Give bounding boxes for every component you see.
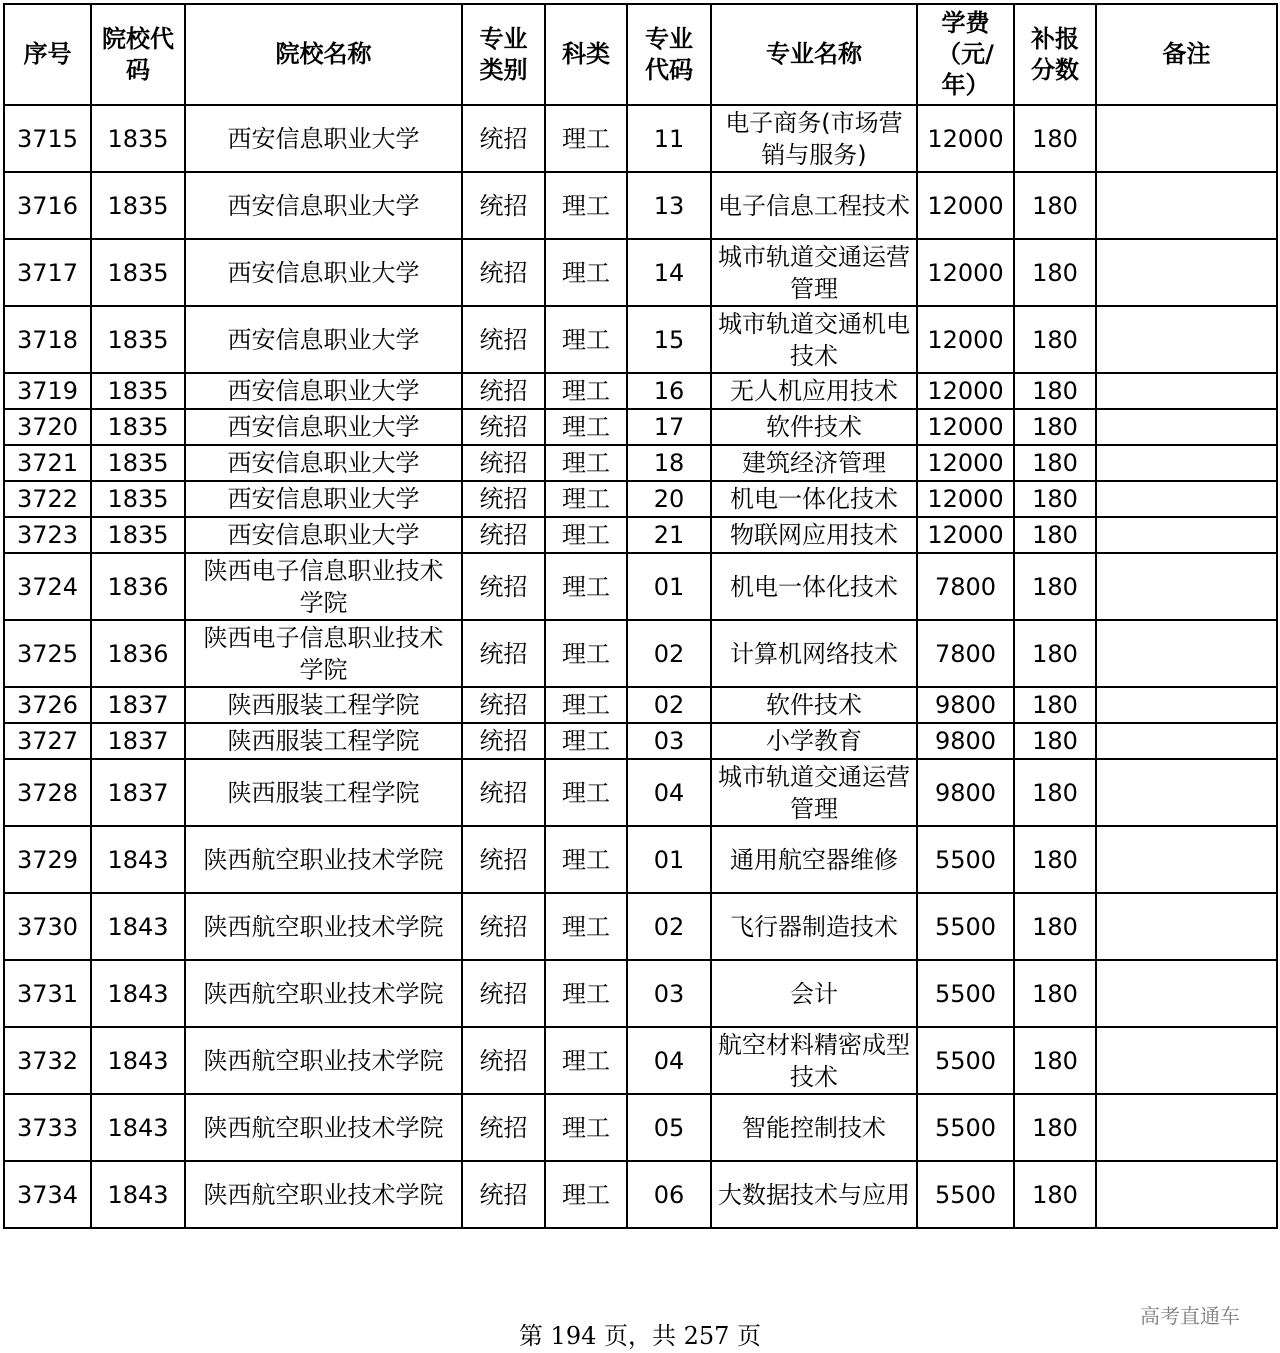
- cell-category: 理工: [545, 826, 627, 893]
- cell-major-type: 统招: [462, 553, 545, 620]
- cell-score: 180: [1014, 1161, 1096, 1228]
- cell-major-name: 软件技术: [711, 687, 917, 723]
- cell-category: 理工: [545, 893, 627, 960]
- header-major-name: 专业名称: [711, 4, 917, 105]
- cell-major-code: 18: [627, 445, 711, 481]
- cell-note: [1096, 105, 1277, 172]
- cell-major-type: 统招: [462, 239, 545, 306]
- cell-major-name: 建筑经济管理: [711, 445, 917, 481]
- cell-major-code: 20: [627, 481, 711, 517]
- cell-tuition: 9800: [917, 723, 1014, 759]
- table-row: [4, 1027, 1277, 1094]
- cell-school-name: 陕西航空职业技术学院: [185, 960, 462, 1027]
- cell-note: [1096, 826, 1277, 893]
- table-row: [4, 373, 1277, 409]
- cell-score: 180: [1014, 759, 1096, 826]
- cell-category: 理工: [545, 445, 627, 481]
- cell-tuition: 12000: [917, 373, 1014, 409]
- cell-major-type: 统招: [462, 620, 545, 687]
- cell-school-name: 西安信息职业大学: [185, 105, 462, 172]
- cell-school-name: 陕西航空职业技术学院: [185, 893, 462, 960]
- cell-score: 180: [1014, 1027, 1096, 1094]
- cell-score: 180: [1014, 517, 1096, 553]
- cell-school-code: 1843: [91, 826, 185, 893]
- cell-note: [1096, 723, 1277, 759]
- cell-major-type: 统招: [462, 893, 545, 960]
- cell-tuition: 12000: [917, 445, 1014, 481]
- table-row: [4, 481, 1277, 517]
- cell-seq: 3723: [4, 517, 91, 553]
- cell-score: 180: [1014, 620, 1096, 687]
- cell-seq: 3727: [4, 723, 91, 759]
- cell-major-name: 无人机应用技术: [711, 373, 917, 409]
- cell-school-name: 陕西航空职业技术学院: [185, 826, 462, 893]
- cell-school-name: 陕西航空职业技术学院: [185, 1161, 462, 1228]
- cell-note: [1096, 893, 1277, 960]
- cell-score: 180: [1014, 826, 1096, 893]
- cell-major-name: 物联网应用技术: [711, 517, 917, 553]
- cell-major-type: 统招: [462, 1094, 545, 1161]
- cell-major-code: 02: [627, 620, 711, 687]
- table-row: [4, 445, 1277, 481]
- cell-note: [1096, 1027, 1277, 1094]
- cell-category: 理工: [545, 239, 627, 306]
- cell-major-type: 统招: [462, 759, 545, 826]
- header-seq: 序号: [4, 4, 91, 105]
- cell-seq: 3719: [4, 373, 91, 409]
- table-row: [4, 960, 1277, 1027]
- cell-school-name: 陕西电子信息职业技术学院: [185, 620, 462, 687]
- cell-school-code: 1837: [91, 687, 185, 723]
- cell-major-code: 17: [627, 409, 711, 445]
- cell-major-name: 城市轨道交通机电技术: [711, 306, 917, 373]
- cell-tuition: 9800: [917, 759, 1014, 826]
- cell-school-code: 1835: [91, 373, 185, 409]
- cell-note: [1096, 517, 1277, 553]
- cell-major-type: 统招: [462, 409, 545, 445]
- table-row: [4, 1094, 1277, 1161]
- header-school-name: 院校名称: [185, 4, 462, 105]
- cell-major-name: 通用航空器维修: [711, 826, 917, 893]
- cell-major-name: 计算机网络技术: [711, 620, 917, 687]
- cell-note: [1096, 445, 1277, 481]
- cell-major-code: 06: [627, 1161, 711, 1228]
- cell-note: [1096, 1094, 1277, 1161]
- table-row: [4, 409, 1277, 445]
- cell-note: [1096, 960, 1277, 1027]
- cell-score: 180: [1014, 960, 1096, 1027]
- cell-note: [1096, 481, 1277, 517]
- cell-category: 理工: [545, 306, 627, 373]
- cell-note: [1096, 759, 1277, 826]
- header-major-code: 专业代码: [627, 4, 711, 105]
- cell-category: 理工: [545, 373, 627, 409]
- cell-school-code: 1836: [91, 620, 185, 687]
- cell-major-name: 软件技术: [711, 409, 917, 445]
- page-footer: 第 194 页，共 257 页: [518, 1322, 762, 1350]
- cell-note: [1096, 306, 1277, 373]
- table-row: [4, 893, 1277, 960]
- cell-school-name: 西安信息职业大学: [185, 445, 462, 481]
- cell-major-type: 统招: [462, 105, 545, 172]
- table-row: [4, 620, 1277, 687]
- cell-major-type: 统招: [462, 1161, 545, 1228]
- cell-tuition: 5500: [917, 826, 1014, 893]
- cell-major-code: 04: [627, 759, 711, 826]
- table-row: [4, 759, 1277, 826]
- cell-score: 180: [1014, 239, 1096, 306]
- cell-seq: 3726: [4, 687, 91, 723]
- cell-major-type: 统招: [462, 373, 545, 409]
- cell-school-name: 西安信息职业大学: [185, 306, 462, 373]
- cell-school-code: 1835: [91, 172, 185, 239]
- cell-category: 理工: [545, 620, 627, 687]
- cell-major-type: 统招: [462, 481, 545, 517]
- cell-major-code: 05: [627, 1094, 711, 1161]
- cell-tuition: 12000: [917, 172, 1014, 239]
- cell-seq: 3728: [4, 759, 91, 826]
- cell-tuition: 12000: [917, 105, 1014, 172]
- cell-major-code: 21: [627, 517, 711, 553]
- cell-major-name: 会计: [711, 960, 917, 1027]
- watermark: 高考直通车: [1140, 1304, 1240, 1328]
- cell-tuition: 12000: [917, 481, 1014, 517]
- cell-school-code: 1835: [91, 239, 185, 306]
- cell-major-type: 统招: [462, 306, 545, 373]
- cell-note: [1096, 1161, 1277, 1228]
- cell-note: [1096, 172, 1277, 239]
- cell-tuition: 5500: [917, 1027, 1014, 1094]
- cell-category: 理工: [545, 409, 627, 445]
- cell-major-name: 城市轨道交通运营管理: [711, 239, 917, 306]
- cell-major-name: 机电一体化技术: [711, 553, 917, 620]
- table-row: [4, 306, 1277, 373]
- cell-tuition: 5500: [917, 1094, 1014, 1161]
- table-row: [4, 826, 1277, 893]
- table-row: [4, 517, 1277, 553]
- cell-tuition: 9800: [917, 687, 1014, 723]
- cell-major-name: 大数据技术与应用: [711, 1161, 917, 1228]
- table-row: [4, 239, 1277, 306]
- cell-seq: 3733: [4, 1094, 91, 1161]
- cell-score: 180: [1014, 1094, 1096, 1161]
- cell-school-name: 陕西服装工程学院: [185, 759, 462, 826]
- table-row: [4, 553, 1277, 620]
- cell-major-type: 统招: [462, 723, 545, 759]
- header-score: 补报分数: [1014, 4, 1096, 105]
- cell-tuition: 5500: [917, 960, 1014, 1027]
- cell-major-type: 统招: [462, 445, 545, 481]
- cell-school-code: 1837: [91, 759, 185, 826]
- table-row: [4, 687, 1277, 723]
- cell-school-code: 1835: [91, 445, 185, 481]
- cell-major-code: 02: [627, 893, 711, 960]
- cell-tuition: 5500: [917, 1161, 1014, 1228]
- cell-note: [1096, 239, 1277, 306]
- cell-major-code: 11: [627, 105, 711, 172]
- cell-category: 理工: [545, 172, 627, 239]
- cell-seq: 3717: [4, 239, 91, 306]
- cell-score: 180: [1014, 306, 1096, 373]
- cell-major-code: 16: [627, 373, 711, 409]
- cell-major-code: 02: [627, 687, 711, 723]
- cell-tuition: 7800: [917, 620, 1014, 687]
- cell-school-name: 陕西电子信息职业技术学院: [185, 553, 462, 620]
- cell-school-code: 1843: [91, 1094, 185, 1161]
- cell-note: [1096, 409, 1277, 445]
- cell-major-code: 13: [627, 172, 711, 239]
- cell-score: 180: [1014, 687, 1096, 723]
- cell-school-code: 1843: [91, 893, 185, 960]
- cell-school-code: 1835: [91, 517, 185, 553]
- header-tuition: 学费（元/年）: [917, 4, 1014, 105]
- cell-seq: 3720: [4, 409, 91, 445]
- cell-category: 理工: [545, 553, 627, 620]
- cell-tuition: 12000: [917, 239, 1014, 306]
- cell-school-name: 陕西航空职业技术学院: [185, 1094, 462, 1161]
- cell-seq: 3732: [4, 1027, 91, 1094]
- cell-category: 理工: [545, 1161, 627, 1228]
- cell-category: 理工: [545, 960, 627, 1027]
- cell-score: 180: [1014, 172, 1096, 239]
- cell-school-code: 1843: [91, 1027, 185, 1094]
- cell-category: 理工: [545, 723, 627, 759]
- cell-note: [1096, 620, 1277, 687]
- cell-score: 180: [1014, 409, 1096, 445]
- cell-score: 180: [1014, 893, 1096, 960]
- table-row: [4, 1161, 1277, 1228]
- table-row: [4, 723, 1277, 759]
- cell-score: 180: [1014, 723, 1096, 759]
- cell-major-code: 01: [627, 553, 711, 620]
- cell-tuition: 12000: [917, 517, 1014, 553]
- cell-score: 180: [1014, 105, 1096, 172]
- cell-major-name: 电子信息工程技术: [711, 172, 917, 239]
- cell-school-code: 1843: [91, 960, 185, 1027]
- cell-major-name: 机电一体化技术: [711, 481, 917, 517]
- cell-category: 理工: [545, 481, 627, 517]
- cell-category: 理工: [545, 105, 627, 172]
- table-row: [4, 172, 1277, 239]
- header-school-code: 院校代码: [91, 4, 185, 105]
- cell-school-name: 陕西服装工程学院: [185, 687, 462, 723]
- cell-school-name: 西安信息职业大学: [185, 409, 462, 445]
- cell-school-code: 1835: [91, 481, 185, 517]
- cell-major-type: 统招: [462, 826, 545, 893]
- cell-major-code: 14: [627, 239, 711, 306]
- cell-seq: 3729: [4, 826, 91, 893]
- admission-table: [3, 3, 1278, 1229]
- cell-score: 180: [1014, 553, 1096, 620]
- header-row: [4, 4, 1277, 105]
- cell-seq: 3721: [4, 445, 91, 481]
- cell-category: 理工: [545, 759, 627, 826]
- cell-major-code: 03: [627, 960, 711, 1027]
- cell-category: 理工: [545, 517, 627, 553]
- cell-seq: 3722: [4, 481, 91, 517]
- cell-school-code: 1843: [91, 1161, 185, 1228]
- cell-seq: 3725: [4, 620, 91, 687]
- cell-major-code: 04: [627, 1027, 711, 1094]
- cell-tuition: 12000: [917, 409, 1014, 445]
- cell-major-name: 飞行器制造技术: [711, 893, 917, 960]
- cell-tuition: 12000: [917, 306, 1014, 373]
- cell-school-name: 陕西航空职业技术学院: [185, 1027, 462, 1094]
- cell-seq: 3734: [4, 1161, 91, 1228]
- cell-seq: 3716: [4, 172, 91, 239]
- cell-school-code: 1835: [91, 306, 185, 373]
- cell-major-code: 03: [627, 723, 711, 759]
- cell-school-code: 1835: [91, 409, 185, 445]
- cell-school-name: 西安信息职业大学: [185, 239, 462, 306]
- cell-score: 180: [1014, 445, 1096, 481]
- header-major-type: 专业类别: [462, 4, 545, 105]
- cell-major-type: 统招: [462, 1027, 545, 1094]
- cell-note: [1096, 553, 1277, 620]
- cell-school-code: 1837: [91, 723, 185, 759]
- cell-school-name: 西安信息职业大学: [185, 172, 462, 239]
- cell-school-name: 陕西服装工程学院: [185, 723, 462, 759]
- cell-major-code: 15: [627, 306, 711, 373]
- cell-category: 理工: [545, 1094, 627, 1161]
- cell-tuition: 7800: [917, 553, 1014, 620]
- cell-school-name: 西安信息职业大学: [185, 481, 462, 517]
- cell-score: 180: [1014, 373, 1096, 409]
- cell-major-type: 统招: [462, 960, 545, 1027]
- cell-note: [1096, 373, 1277, 409]
- cell-major-type: 统招: [462, 172, 545, 239]
- cell-tuition: 5500: [917, 893, 1014, 960]
- table-body: [4, 105, 1277, 1228]
- cell-major-type: 统招: [462, 517, 545, 553]
- cell-major-name: 智能控制技术: [711, 1094, 917, 1161]
- cell-seq: 3718: [4, 306, 91, 373]
- cell-major-name: 小学教育: [711, 723, 917, 759]
- cell-category: 理工: [545, 1027, 627, 1094]
- table-row: [4, 105, 1277, 172]
- cell-school-name: 西安信息职业大学: [185, 517, 462, 553]
- cell-major-name: 城市轨道交通运营管理: [711, 759, 917, 826]
- cell-category: 理工: [545, 687, 627, 723]
- cell-note: [1096, 687, 1277, 723]
- cell-seq: 3731: [4, 960, 91, 1027]
- cell-major-name: 电子商务(市场营销与服务): [711, 105, 917, 172]
- cell-school-code: 1836: [91, 553, 185, 620]
- cell-seq: 3724: [4, 553, 91, 620]
- cell-seq: 3730: [4, 893, 91, 960]
- header-note: 备注: [1096, 4, 1277, 105]
- cell-major-type: 统招: [462, 687, 545, 723]
- cell-school-name: 西安信息职业大学: [185, 373, 462, 409]
- cell-score: 180: [1014, 481, 1096, 517]
- cell-major-code: 01: [627, 826, 711, 893]
- cell-school-code: 1835: [91, 105, 185, 172]
- header-category: 科类: [545, 4, 627, 105]
- cell-major-name: 航空材料精密成型技术: [711, 1027, 917, 1094]
- cell-seq: 3715: [4, 105, 91, 172]
